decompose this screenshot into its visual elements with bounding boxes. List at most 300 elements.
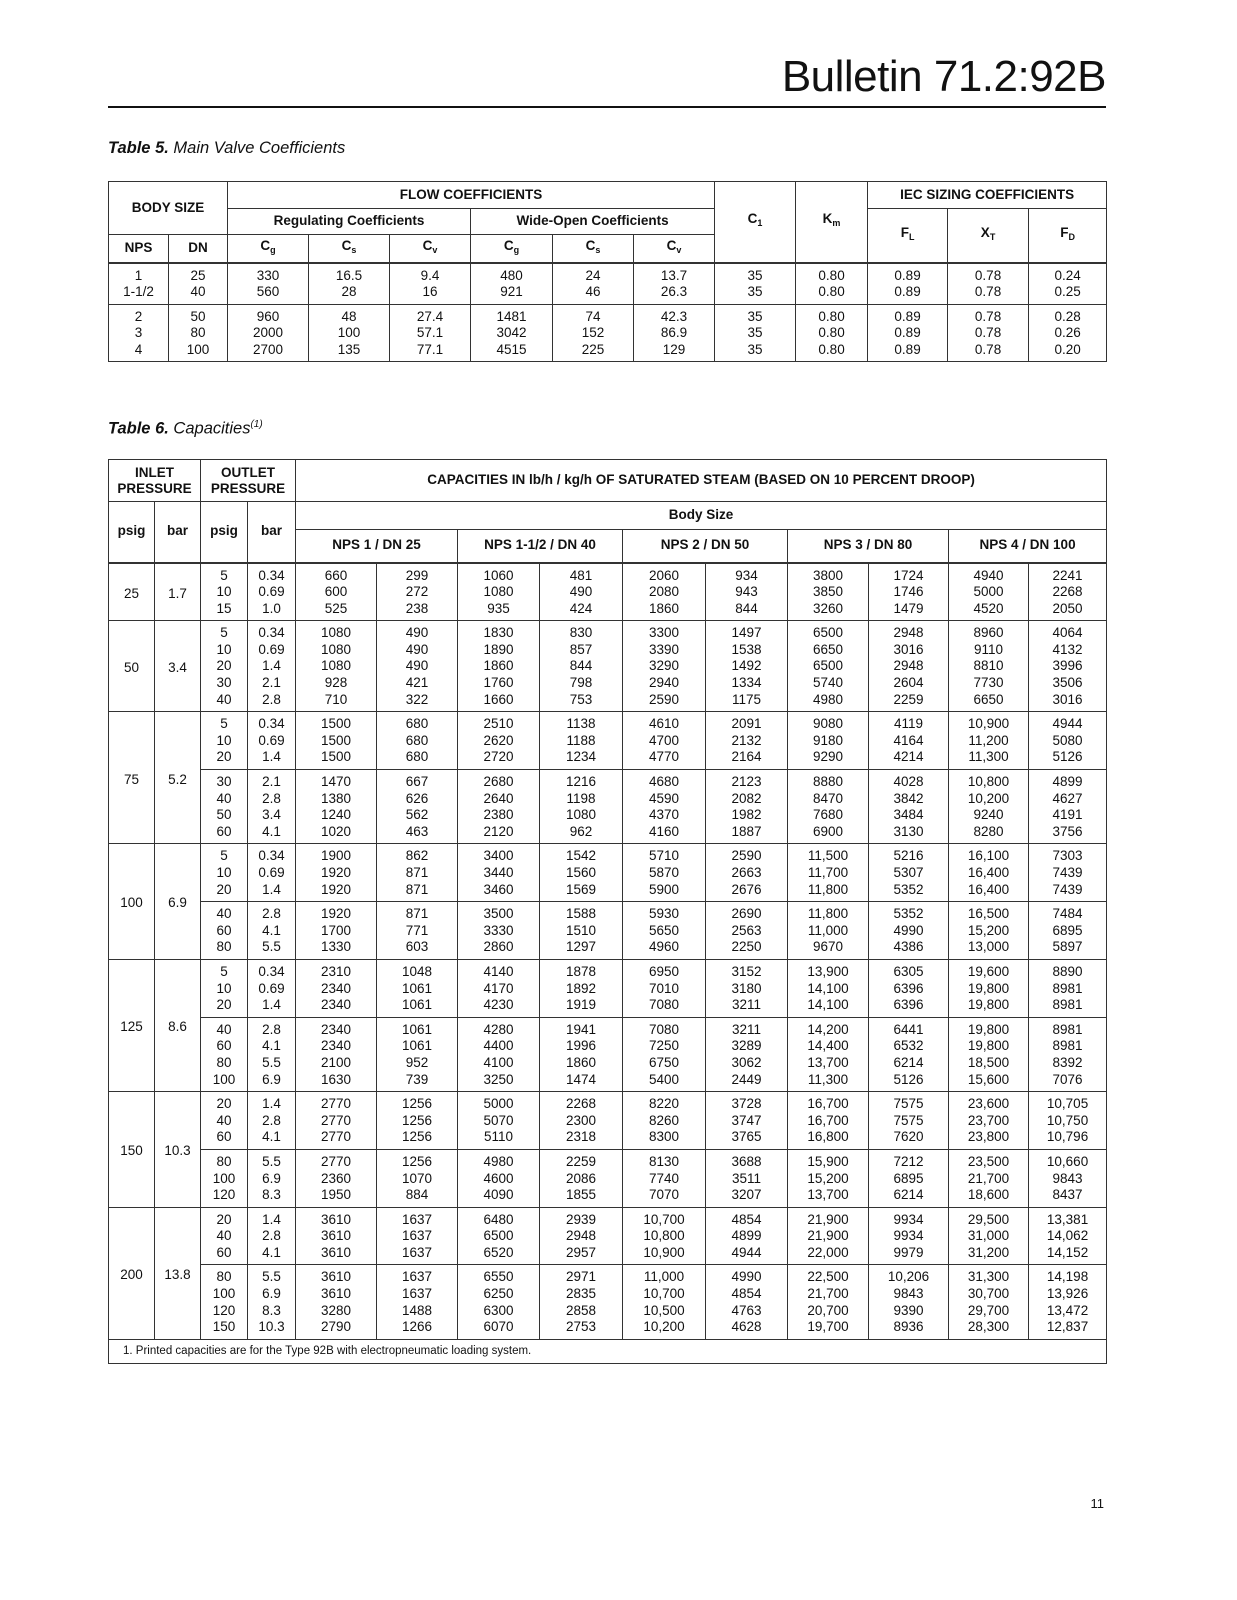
table-cell: 1080 bbox=[296, 658, 377, 675]
table-cell: 1 bbox=[109, 263, 169, 285]
table-cell: 8470 bbox=[788, 791, 869, 808]
table-cell: 3 bbox=[109, 325, 169, 342]
table-cell: 4214 bbox=[869, 749, 949, 769]
table-cell: 26.3 bbox=[634, 284, 715, 304]
inlet-psig-cell: 125 bbox=[109, 959, 155, 1091]
table-cell: 4280 bbox=[458, 1017, 540, 1038]
table-cell: 27.4 bbox=[390, 304, 471, 325]
table-cell: 3260 bbox=[788, 601, 869, 621]
table-cell: 8280 bbox=[949, 824, 1029, 844]
table-row bbox=[109, 1072, 1107, 1092]
table-cell: 0.89 bbox=[868, 304, 948, 325]
table-cell: 322 bbox=[377, 692, 458, 712]
table-cell: 5070 bbox=[458, 1113, 540, 1130]
table-row bbox=[109, 791, 1107, 808]
table-cell: 6650 bbox=[949, 692, 1029, 712]
table-cell: 0.20 bbox=[1029, 342, 1107, 362]
table-cell: 4610 bbox=[623, 712, 706, 733]
table-cell: 8810 bbox=[949, 658, 1029, 675]
table-cell: 12,837 bbox=[1029, 1319, 1107, 1339]
table-cell: 2663 bbox=[706, 865, 788, 882]
table-cell: 2.8 bbox=[248, 1113, 296, 1130]
table-row bbox=[109, 1228, 1107, 1245]
table-cell: 11,000 bbox=[788, 923, 869, 940]
table5-caption bbox=[108, 139, 345, 158]
table-cell: 2940 bbox=[623, 675, 706, 692]
table-cell: 1.0 bbox=[248, 601, 296, 621]
table-cell: 1474 bbox=[540, 1072, 623, 1092]
table-cell: 11,800 bbox=[788, 882, 869, 902]
table-cell: 1138 bbox=[540, 712, 623, 733]
size-header-nps4: NPS 4 / DN 100 bbox=[949, 530, 1107, 563]
table-cell: 0.89 bbox=[868, 342, 948, 362]
table6-footnote: 1. Printed capacities are for the Type 92B with electropneumatic loading system. bbox=[109, 1339, 1107, 1364]
table-cell: 871 bbox=[377, 882, 458, 902]
body-size-header: BODY SIZE bbox=[109, 182, 228, 235]
table-cell: 2241 bbox=[1029, 563, 1107, 585]
table-cell: 667 bbox=[377, 770, 458, 791]
table-cell: 4600 bbox=[458, 1171, 540, 1188]
table-cell: 21,700 bbox=[788, 1286, 869, 1303]
inlet-psig-cell: 150 bbox=[109, 1092, 155, 1208]
table-cell: 1061 bbox=[377, 997, 458, 1017]
table-cell: 3207 bbox=[706, 1187, 788, 1207]
table-cell: 2340 bbox=[296, 1038, 377, 1055]
table-cell: 7080 bbox=[623, 1017, 706, 1038]
table-cell: 30 bbox=[201, 675, 248, 692]
table-cell: 20 bbox=[201, 658, 248, 675]
table-cell: 6520 bbox=[458, 1245, 540, 1265]
table-cell: 6895 bbox=[1029, 923, 1107, 940]
table-cell: 2340 bbox=[296, 1017, 377, 1038]
table-cell: 60 bbox=[201, 1038, 248, 1055]
table-cell: 1637 bbox=[377, 1245, 458, 1265]
table-row bbox=[109, 1017, 1107, 1038]
table-cell: 4191 bbox=[1029, 807, 1107, 824]
table-cell: 11,700 bbox=[788, 865, 869, 882]
table-cell: 1.4 bbox=[248, 997, 296, 1017]
table-cell: 23,800 bbox=[949, 1129, 1029, 1149]
capacities-table bbox=[108, 459, 1107, 1364]
table-cell: 19,800 bbox=[949, 1038, 1029, 1055]
table-cell: 1216 bbox=[540, 770, 623, 791]
table-cell: 2164 bbox=[706, 749, 788, 769]
table-cell: 40 bbox=[201, 902, 248, 923]
inlet-bar-cell: 6.9 bbox=[155, 844, 201, 960]
size-header-nps2: NPS 2 / DN 50 bbox=[623, 530, 788, 563]
table-cell: 19,800 bbox=[949, 1017, 1029, 1038]
table-cell: 8936 bbox=[869, 1319, 949, 1339]
table-cell: 2086 bbox=[540, 1171, 623, 1188]
table-cell: 935 bbox=[458, 601, 540, 621]
table-cell: 6.9 bbox=[248, 1286, 296, 1303]
table-cell: 5.5 bbox=[248, 1055, 296, 1072]
table-cell: 2680 bbox=[458, 770, 540, 791]
table-cell: 6070 bbox=[458, 1319, 540, 1339]
table-cell: 10,705 bbox=[1029, 1092, 1107, 1113]
table-row bbox=[109, 563, 1107, 585]
table-cell: 2640 bbox=[458, 791, 540, 808]
table-cell: 1061 bbox=[377, 1017, 458, 1038]
table-cell: 8260 bbox=[623, 1113, 706, 1130]
table-cell: 490 bbox=[377, 642, 458, 659]
table-cell: 2080 bbox=[623, 584, 706, 601]
table-cell: 857 bbox=[540, 642, 623, 659]
table-cell: 1637 bbox=[377, 1286, 458, 1303]
table-cell: 1941 bbox=[540, 1017, 623, 1038]
table-cell: 16,800 bbox=[788, 1129, 869, 1149]
table-cell: 600 bbox=[296, 584, 377, 601]
table-cell: 16,400 bbox=[949, 882, 1029, 902]
table-cell: 710 bbox=[296, 692, 377, 712]
table-cell: 10,200 bbox=[949, 791, 1029, 808]
table-cell: 6396 bbox=[869, 997, 949, 1017]
table-cell: 80 bbox=[201, 1149, 248, 1170]
table6-caption-footnote-ref: (1) bbox=[250, 419, 263, 430]
table-cell: 30 bbox=[201, 770, 248, 791]
table-cell: 680 bbox=[377, 749, 458, 769]
table-cell: 8.3 bbox=[248, 1303, 296, 1320]
table-cell: 6650 bbox=[788, 642, 869, 659]
table-row bbox=[109, 1265, 1107, 1286]
table-cell: 0.80 bbox=[796, 342, 868, 362]
table-cell: 3400 bbox=[458, 844, 540, 865]
table-row bbox=[109, 1207, 1107, 1228]
table-cell: 10,660 bbox=[1029, 1149, 1107, 1170]
table-cell: 4400 bbox=[458, 1038, 540, 1055]
table-row bbox=[109, 1055, 1107, 1072]
table-cell: 2770 bbox=[296, 1129, 377, 1149]
table-row bbox=[109, 923, 1107, 940]
table-cell: 16,700 bbox=[788, 1092, 869, 1113]
table-cell: 6500 bbox=[458, 1228, 540, 1245]
table-cell: 490 bbox=[377, 621, 458, 642]
header-divider bbox=[108, 106, 1106, 108]
table-cell: 2790 bbox=[296, 1319, 377, 1339]
table-cell: 40 bbox=[201, 1228, 248, 1245]
table-cell: 8960 bbox=[949, 621, 1029, 642]
table-cell: 80 bbox=[201, 1265, 248, 1286]
table-cell: 4028 bbox=[869, 770, 949, 791]
table-cell: 4520 bbox=[949, 601, 1029, 621]
table-cell: 928 bbox=[296, 675, 377, 692]
table-cell: 4370 bbox=[623, 807, 706, 824]
table-cell: 481 bbox=[540, 563, 623, 585]
table-cell: 13,900 bbox=[788, 959, 869, 980]
table-cell: 1080 bbox=[296, 642, 377, 659]
table-cell: 60 bbox=[201, 824, 248, 844]
table-cell: 603 bbox=[377, 939, 458, 959]
table-cell: 1919 bbox=[540, 997, 623, 1017]
table-cell: 7010 bbox=[623, 981, 706, 998]
table-cell: 6480 bbox=[458, 1207, 540, 1228]
table-cell: 4628 bbox=[706, 1319, 788, 1339]
table-cell: 2753 bbox=[540, 1319, 623, 1339]
table-cell: 8130 bbox=[623, 1149, 706, 1170]
table-cell: 3440 bbox=[458, 865, 540, 882]
table-cell: 50 bbox=[169, 304, 228, 325]
table-cell: 4960 bbox=[623, 939, 706, 959]
table-cell: 4854 bbox=[706, 1207, 788, 1228]
table-row bbox=[109, 601, 1107, 621]
table-cell: 14,152 bbox=[1029, 1245, 1107, 1265]
table-cell: 1492 bbox=[706, 658, 788, 675]
table-cell: 1488 bbox=[377, 1303, 458, 1320]
table-cell: 3850 bbox=[788, 584, 869, 601]
table-cell: 3280 bbox=[296, 1303, 377, 1320]
table-row bbox=[109, 981, 1107, 998]
table-cell: 1630 bbox=[296, 1072, 377, 1092]
table-cell: 1080 bbox=[540, 807, 623, 824]
table-cell: 299 bbox=[377, 563, 458, 585]
table-cell: 1479 bbox=[869, 601, 949, 621]
inlet-bar-cell: 13.8 bbox=[155, 1207, 201, 1339]
table-cell: 22,500 bbox=[788, 1265, 869, 1286]
table-cell: 2120 bbox=[458, 824, 540, 844]
table-cell: 2.8 bbox=[248, 692, 296, 712]
table-cell: 962 bbox=[540, 824, 623, 844]
capacities-header: CAPACITIES IN lb/h / kg/h OF SATURATED STEAM (BASED ON 10 PERCENT DROOP) bbox=[296, 460, 1107, 502]
table-cell: 5897 bbox=[1029, 939, 1107, 959]
table-cell: 2123 bbox=[706, 770, 788, 791]
table-cell: 4944 bbox=[1029, 712, 1107, 733]
table-row bbox=[109, 770, 1107, 791]
table-cell: 3610 bbox=[296, 1245, 377, 1265]
table-cell: 1510 bbox=[540, 923, 623, 940]
table-cell: 4899 bbox=[706, 1228, 788, 1245]
table-cell: 660 bbox=[296, 563, 377, 585]
table-cell: 23,600 bbox=[949, 1092, 1029, 1113]
table-cell: 3747 bbox=[706, 1113, 788, 1130]
table-cell: 60 bbox=[201, 1245, 248, 1265]
table-cell: 3250 bbox=[458, 1072, 540, 1092]
table-cell: 31,000 bbox=[949, 1228, 1029, 1245]
table-cell: 10,800 bbox=[623, 1228, 706, 1245]
table-cell: 1.4 bbox=[248, 658, 296, 675]
inlet-bar-cell: 8.6 bbox=[155, 959, 201, 1091]
wo-cs-header: $C_s$ bbox=[553, 235, 634, 263]
table-cell: 0.78 bbox=[948, 304, 1029, 325]
table-row bbox=[109, 997, 1107, 1017]
table-cell: 3500 bbox=[458, 902, 540, 923]
table-cell: 2948 bbox=[869, 658, 949, 675]
table-cell: 0.80 bbox=[796, 284, 868, 304]
table-cell: 2082 bbox=[706, 791, 788, 808]
table-cell: 14,400 bbox=[788, 1038, 869, 1055]
table-cell: 7212 bbox=[869, 1149, 949, 1170]
table-cell: 150 bbox=[201, 1319, 248, 1339]
table-cell: 934 bbox=[706, 563, 788, 585]
table-cell: 5126 bbox=[869, 1072, 949, 1092]
table-cell: 1878 bbox=[540, 959, 623, 980]
table-cell: 13,700 bbox=[788, 1187, 869, 1207]
table-cell: 9670 bbox=[788, 939, 869, 959]
table-cell: 490 bbox=[540, 584, 623, 601]
table-cell: 35 bbox=[715, 304, 796, 325]
table-cell: 13,381 bbox=[1029, 1207, 1107, 1228]
table-cell: 6214 bbox=[869, 1187, 949, 1207]
table-cell: 13,926 bbox=[1029, 1286, 1107, 1303]
table-row bbox=[109, 263, 1107, 285]
table-cell: 10.3 bbox=[248, 1319, 296, 1339]
table-cell: 5126 bbox=[1029, 749, 1107, 769]
table-cell: 2676 bbox=[706, 882, 788, 902]
table-row bbox=[109, 844, 1107, 865]
table-cell: 10,796 bbox=[1029, 1129, 1107, 1149]
table-cell: 8220 bbox=[623, 1092, 706, 1113]
table-cell: 5 bbox=[201, 621, 248, 642]
table-cell: 100 bbox=[201, 1072, 248, 1092]
table-cell: 23,700 bbox=[949, 1113, 1029, 1130]
table-cell: 3842 bbox=[869, 791, 949, 808]
table-cell: 0.69 bbox=[248, 733, 296, 750]
table-cell: 1256 bbox=[377, 1149, 458, 1170]
table-cell: 1500 bbox=[296, 749, 377, 769]
table-cell: 10,900 bbox=[623, 1245, 706, 1265]
table-cell: 6950 bbox=[623, 959, 706, 980]
table-cell: 2590 bbox=[623, 692, 706, 712]
table-cell: 7484 bbox=[1029, 902, 1107, 923]
table-cell: 2948 bbox=[869, 621, 949, 642]
table-cell: 4515 bbox=[471, 342, 553, 362]
outlet-psig-header: psig bbox=[201, 502, 248, 563]
table-cell: 2340 bbox=[296, 997, 377, 1017]
table-cell: 2360 bbox=[296, 1171, 377, 1188]
table-cell: 3688 bbox=[706, 1149, 788, 1170]
table-cell: 20 bbox=[201, 1207, 248, 1228]
table-cell: 4980 bbox=[788, 692, 869, 712]
table-cell: 560 bbox=[228, 284, 309, 304]
table-cell: 3016 bbox=[1029, 692, 1107, 712]
table6-caption-label: Table 6. bbox=[108, 419, 169, 438]
table-cell: 2858 bbox=[540, 1303, 623, 1320]
table-cell: 1637 bbox=[377, 1265, 458, 1286]
table-cell: 2770 bbox=[296, 1092, 377, 1113]
table-cell: 0.80 bbox=[796, 304, 868, 325]
table-cell: 8981 bbox=[1029, 997, 1107, 1017]
table-cell: 2770 bbox=[296, 1149, 377, 1170]
table-cell: 1.4 bbox=[248, 882, 296, 902]
table-cell: 15 bbox=[201, 601, 248, 621]
table-row bbox=[109, 1092, 1107, 1113]
table-cell: 1234 bbox=[540, 749, 623, 769]
table-cell: 8890 bbox=[1029, 959, 1107, 980]
table-cell: 1500 bbox=[296, 712, 377, 733]
table-cell: 13.7 bbox=[634, 263, 715, 285]
table-cell: 1900 bbox=[296, 844, 377, 865]
table-row bbox=[109, 1286, 1107, 1303]
table-cell: 871 bbox=[377, 902, 458, 923]
table-cell: 5080 bbox=[1029, 733, 1107, 750]
table-cell: 5 bbox=[201, 844, 248, 865]
table-cell: 5.5 bbox=[248, 1149, 296, 1170]
table-cell: 884 bbox=[377, 1187, 458, 1207]
table-cell: 42.3 bbox=[634, 304, 715, 325]
table-cell: 1070 bbox=[377, 1171, 458, 1188]
table-cell: 22,000 bbox=[788, 1245, 869, 1265]
table-cell: 5352 bbox=[869, 902, 949, 923]
bulletin-title: Bulletin 71.2:92B bbox=[781, 52, 1106, 101]
table-cell: 6500 bbox=[788, 621, 869, 642]
table-cell: 23,500 bbox=[949, 1149, 1029, 1170]
inlet-bar-cell: 10.3 bbox=[155, 1092, 201, 1208]
table-cell: 0.78 bbox=[948, 325, 1029, 342]
table-cell: 3996 bbox=[1029, 658, 1107, 675]
table-cell: 1080 bbox=[296, 621, 377, 642]
table-cell: 5216 bbox=[869, 844, 949, 865]
table-cell: 1660 bbox=[458, 692, 540, 712]
table-cell: 60 bbox=[201, 923, 248, 940]
table-cell: 9843 bbox=[869, 1286, 949, 1303]
table-cell: 11,300 bbox=[788, 1072, 869, 1092]
table-row bbox=[109, 642, 1107, 659]
table-row bbox=[109, 1187, 1107, 1207]
table-row bbox=[109, 325, 1107, 342]
table-cell: 2100 bbox=[296, 1055, 377, 1072]
table-cell: 1256 bbox=[377, 1092, 458, 1113]
table-cell: 2300 bbox=[540, 1113, 623, 1130]
table-cell: 4164 bbox=[869, 733, 949, 750]
table-cell: 1982 bbox=[706, 807, 788, 824]
table-cell: 4.1 bbox=[248, 1245, 296, 1265]
table-cell: 15,200 bbox=[949, 923, 1029, 940]
table-cell: 21,700 bbox=[949, 1171, 1029, 1188]
table-cell: 1760 bbox=[458, 675, 540, 692]
table-cell: 1996 bbox=[540, 1038, 623, 1055]
table-cell: 463 bbox=[377, 824, 458, 844]
table-cell: 4899 bbox=[1029, 770, 1107, 791]
table-cell: 943 bbox=[706, 584, 788, 601]
table-cell: 3610 bbox=[296, 1286, 377, 1303]
table-cell: 19,700 bbox=[788, 1319, 869, 1339]
table-cell: 4132 bbox=[1029, 642, 1107, 659]
table-cell: 7250 bbox=[623, 1038, 706, 1055]
table-cell: 1860 bbox=[458, 658, 540, 675]
table-cell: 46 bbox=[553, 284, 634, 304]
wo-cg-header: $C_g$ bbox=[471, 235, 553, 263]
table-cell: 4990 bbox=[869, 923, 949, 940]
table-cell: 10,200 bbox=[623, 1319, 706, 1339]
table-cell: 40 bbox=[201, 1017, 248, 1038]
table-cell: 74 bbox=[553, 304, 634, 325]
table-cell: 4627 bbox=[1029, 791, 1107, 808]
table-cell: 40 bbox=[169, 284, 228, 304]
table-cell: 3506 bbox=[1029, 675, 1107, 692]
table-cell: 5740 bbox=[788, 675, 869, 692]
table-cell: 4100 bbox=[458, 1055, 540, 1072]
table-cell: 6895 bbox=[869, 1171, 949, 1188]
table-cell: 2770 bbox=[296, 1113, 377, 1130]
table-cell: 3756 bbox=[1029, 824, 1107, 844]
table-cell: 2268 bbox=[540, 1092, 623, 1113]
table-cell: 7076 bbox=[1029, 1072, 1107, 1092]
outlet-bar-header: bar bbox=[248, 502, 296, 563]
table-cell: 9934 bbox=[869, 1228, 949, 1245]
table-cell: 4.1 bbox=[248, 1129, 296, 1149]
table-cell: 10 bbox=[201, 981, 248, 998]
table-cell: 2132 bbox=[706, 733, 788, 750]
table-cell: 2259 bbox=[869, 692, 949, 712]
table-cell: 7439 bbox=[1029, 882, 1107, 902]
table-row bbox=[109, 692, 1107, 712]
inlet-psig-cell: 200 bbox=[109, 1207, 155, 1339]
table-cell: 5930 bbox=[623, 902, 706, 923]
inlet-bar-cell: 3.4 bbox=[155, 621, 201, 712]
table-cell: 6214 bbox=[869, 1055, 949, 1072]
table-cell: 1334 bbox=[706, 675, 788, 692]
table5-caption-label: Table 5. bbox=[108, 139, 169, 157]
table-cell: 0.34 bbox=[248, 563, 296, 585]
